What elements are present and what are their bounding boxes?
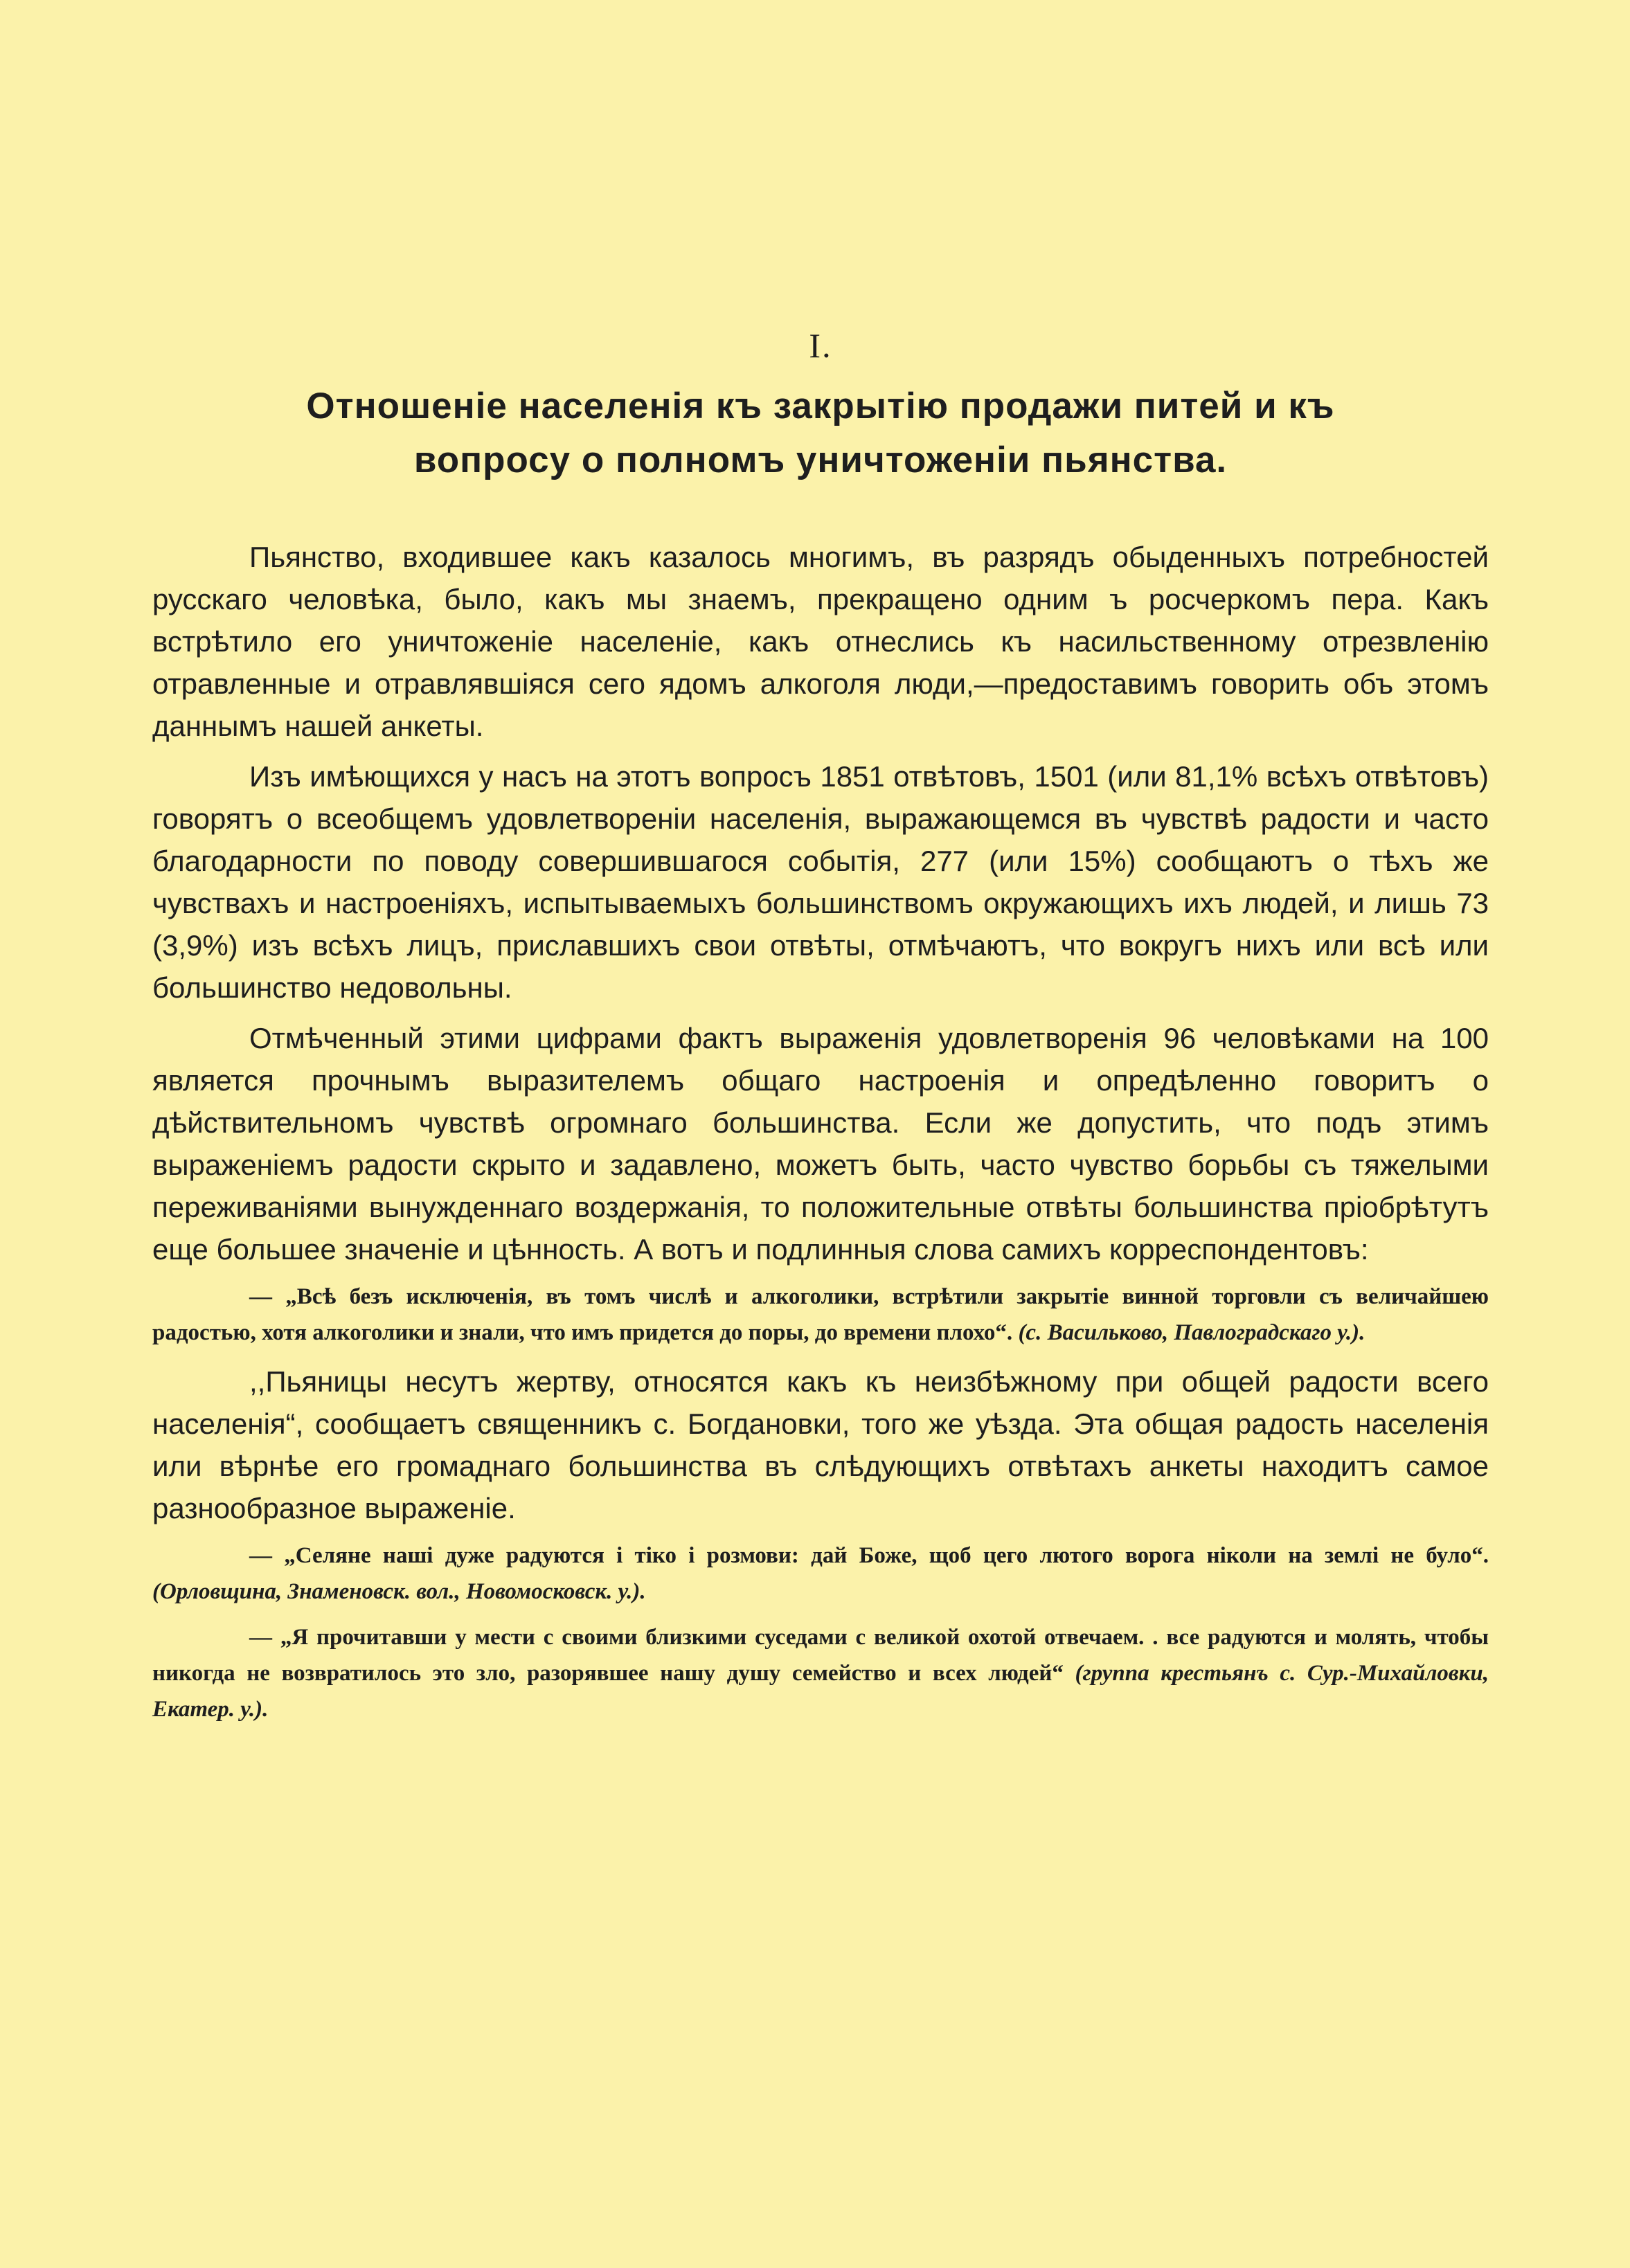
quote-vasilkovo (152, 1279, 1489, 1351)
quote-text: — „Я прочитавши у мести с своими близкими суседами с великой охотой отвечаем. . все радуются и молять, чтобы никогда не возвратилось это зло, разорявшее нашу душу семейство и всех людей“ (152, 1625, 1489, 1686)
chapter-title-line-1: Отношеніе населенія къ закрытію продажи питей и къ (306, 386, 1335, 426)
quote-source: (с. Васильково, Павлоградскаго у.). (1018, 1320, 1365, 1345)
quote-source: (группа крестьянъ с. Сур.-Михайловки, Екатер. у.). (152, 1661, 1489, 1722)
paragraph-statistics: Изъ имѣющихся у насъ на этотъ вопросъ 1851 отвѣтовъ, 1501 (или 81,1% всѣхъ отвѣтовъ) говорятъ о всеобщемъ удовлетвореніи населенія, выражающемся въ чувствѣ радости и часто благодарности по поводу совершившагося событія, 277 (или 15%) сообщаютъ о тѣхъ же чувствахъ и настроеніяхъ, испытываемыхъ большинствомъ окружающихъ ихъ людей, и лишь 73 (3,9%) изъ всѣхъ лицъ, приславшихъ свои отвѣты, отмѣчаютъ, что вокругъ нихъ или всѣ или большинство недовольны. (152, 760, 1489, 1004)
chapter-number: I. (809, 326, 832, 365)
quote-orlovshchina (152, 1538, 1489, 1610)
quote-source: (Орловщина, Знаменовск. вол., Новомосковск. у.). (152, 1579, 646, 1604)
paragraph-intro: Пьянство, входившее какъ казалось многимъ, въ разрядъ обыденныхъ потребностей русскаго человѣка, было, какъ мы знаемъ, прекращено одним ъ росчеркомъ пера. Какъ встрѣтило его уничтоженіе населеніе, какъ отнеслись къ насильственному отрезвленію отравленные и отравлявшіяся сего ядомъ алкоголя люди,—предоставимъ говорить объ этомъ даннымъ нашей анкеты. (152, 541, 1489, 742)
chapter-title-line-2: вопросу о полномъ уничтоженіи пьянства. (413, 440, 1228, 480)
paragraph-interpretation: Отмѣченный этими цифрами фактъ выраженія удовлетворенія 96 человѣками на 100 является прочнымъ выразителемъ общаго настроенія и опредѣленно говоритъ о дѣйствительномъ чувствѣ огромнаго большинства. Если же допустить, что подъ этимъ выраженіемъ радости скрыто и задавлено, можетъ быть, часто чувство борьбы съ тяжелыми переживаніями вынужденнаго воздержанія, то положительные отвѣты большинства пріобрѣтутъ еще большее значеніе и цѣнность. А вотъ и подлинныя слова самихъ корреспондентовъ: (152, 1022, 1489, 1266)
quote-mikhailovka (152, 1619, 1489, 1727)
paragraph-bogdanovka: ,,Пьяницы несутъ жертву, относятся какъ къ неизбѣжному при общей радости всего населенія“, сообщаетъ священникъ с. Богдановки, того же уѣзда. Эта общая радость населенія или вѣрнѣе его громаднаго большинства въ слѣдующихъ отвѣтахъ анкеты находитъ самое разнообразное выраженіе. (152, 1365, 1489, 1524)
quote-text: — „Всѣ безъ исключенія, въ томъ числѣ и алкоголики, встрѣтили закрытіе винной торговли съ величайшею радостью, хотя алкоголики и знали, что имъ придется до поры, до времени плохо“. (152, 1284, 1489, 1345)
quote-text: — „Селяне нашi дуже радуются i тiко i розмови: дай Боже, щоб цего лютого ворога нiколи на землi не було“. (249, 1543, 1489, 1568)
document-page (152, 325, 1489, 1737)
chapter-title (152, 379, 1489, 487)
